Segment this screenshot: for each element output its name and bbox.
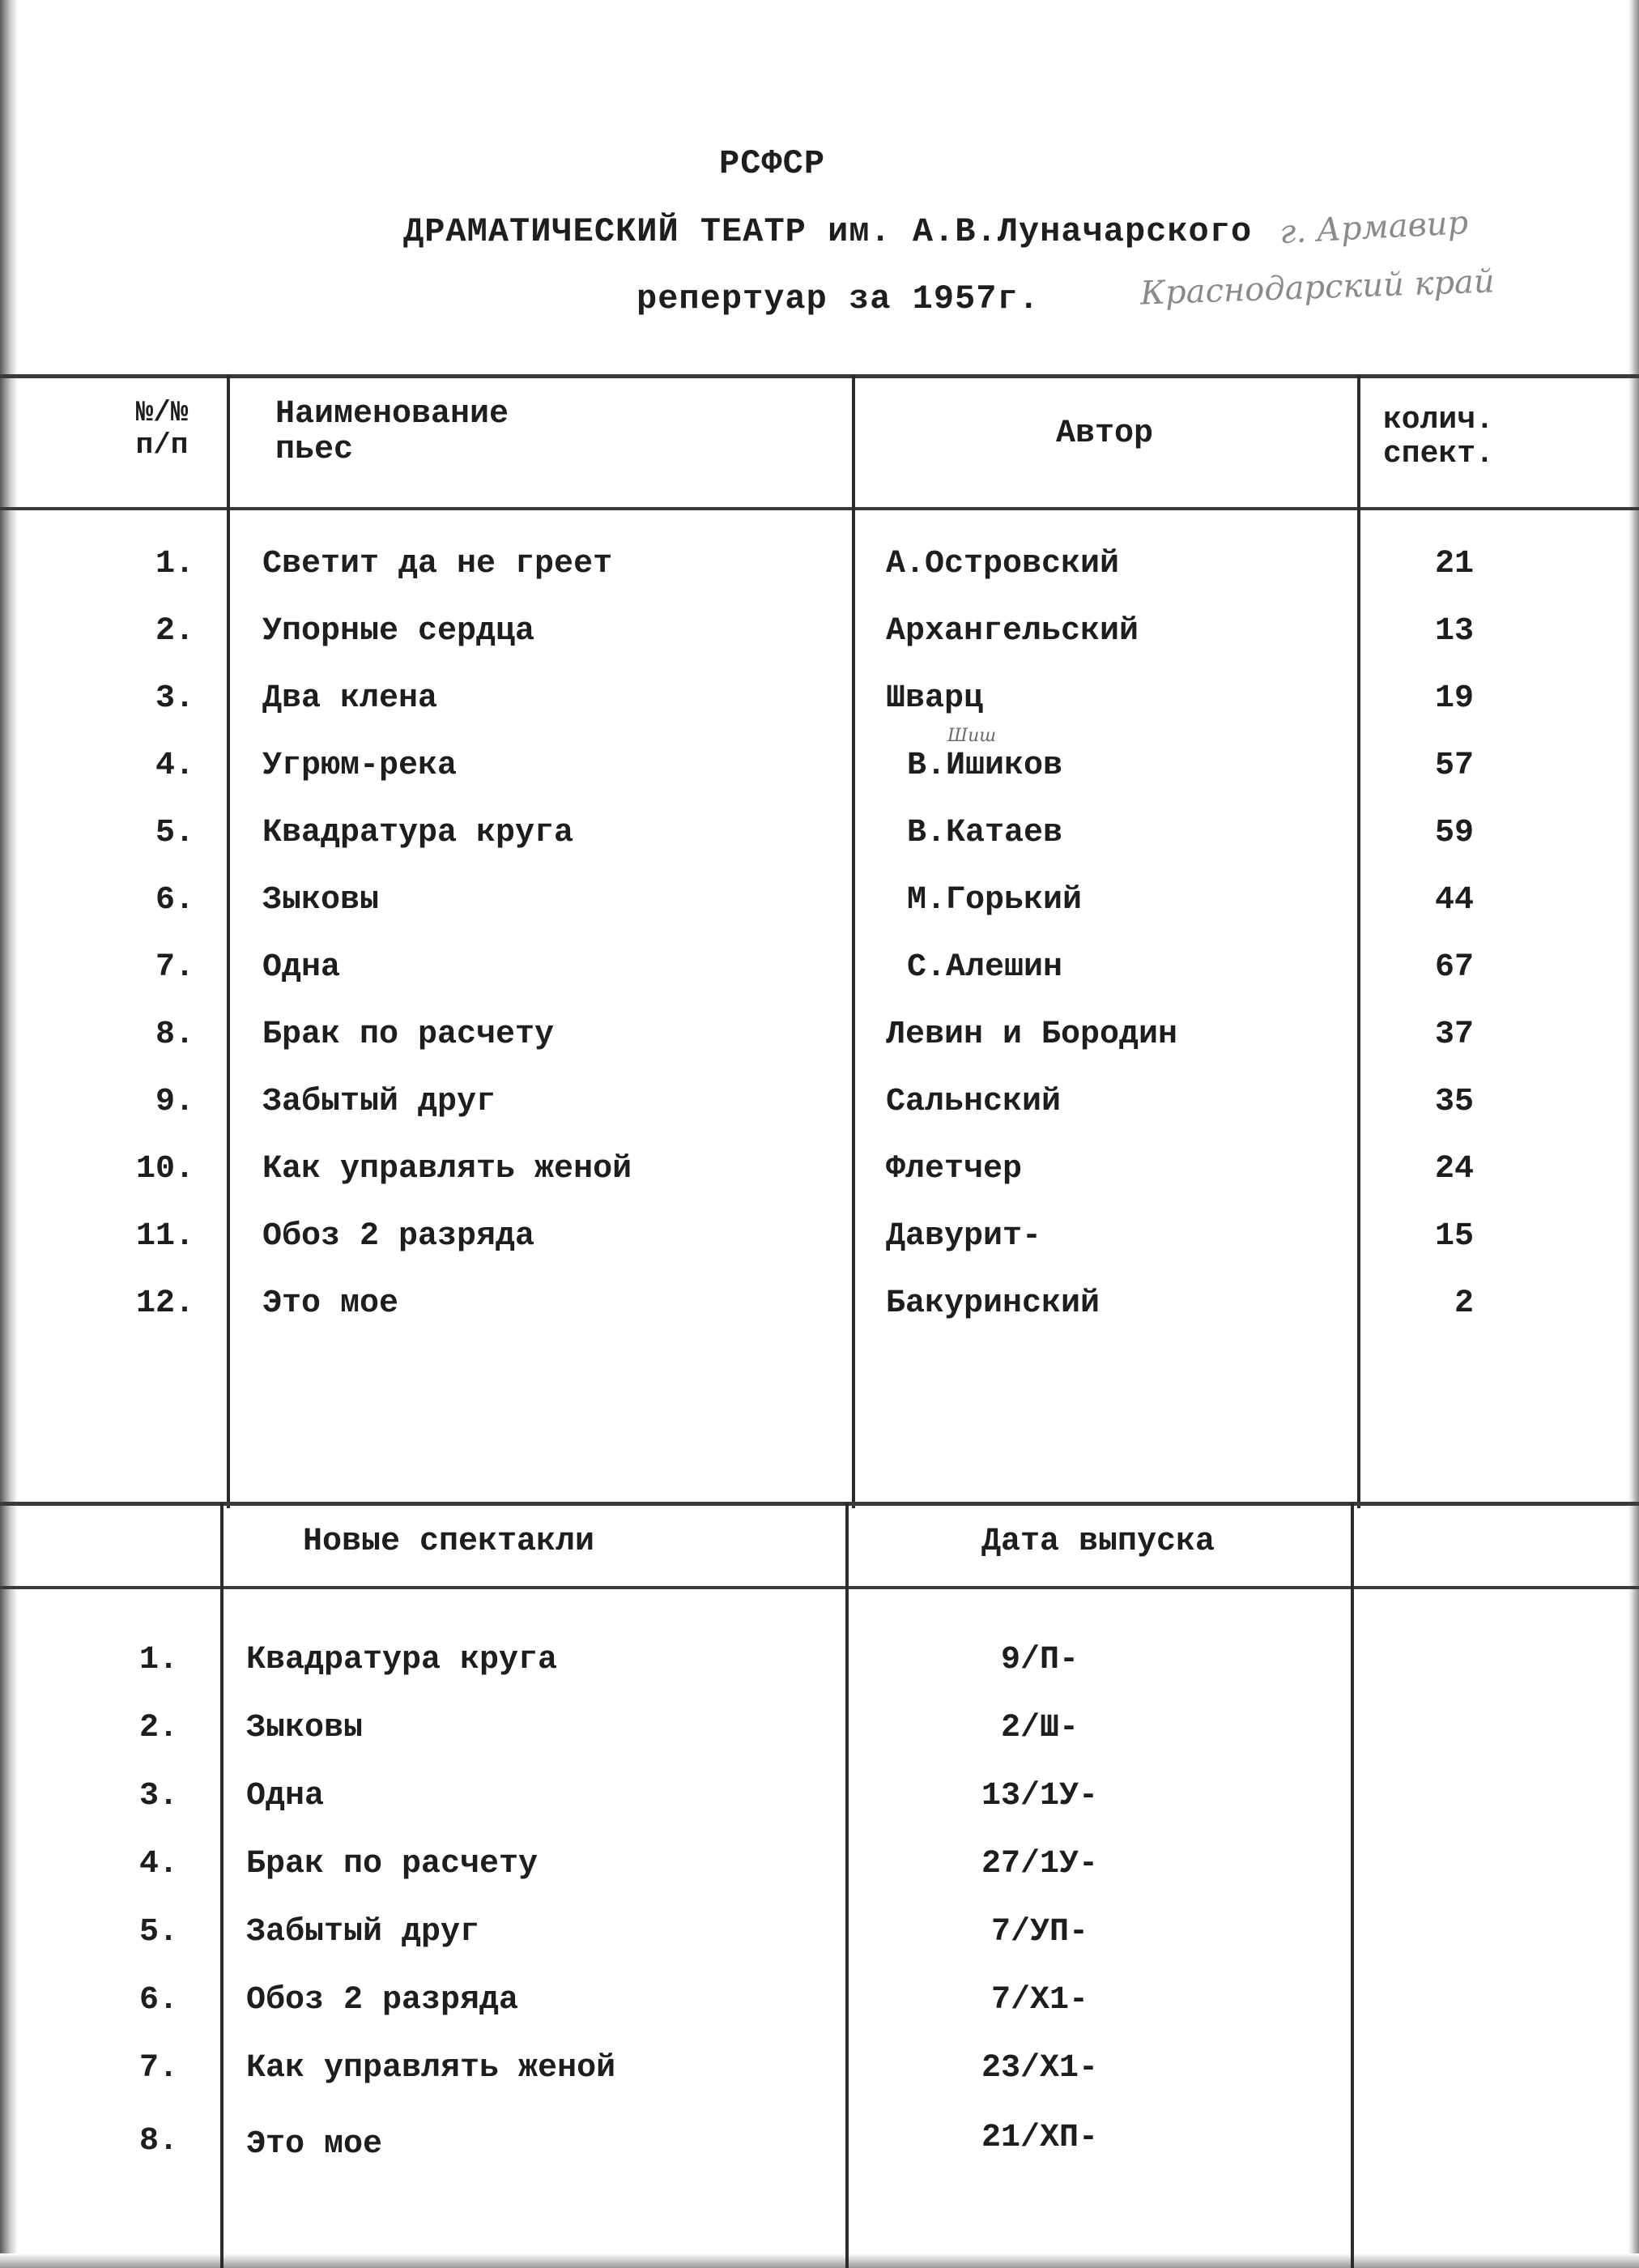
new-show-num: 7. bbox=[138, 2050, 178, 2087]
header-author: Автор bbox=[1055, 416, 1154, 452]
row-num: 7. bbox=[155, 949, 194, 986]
table-header-rule bbox=[0, 507, 1639, 510]
row-count: 37 bbox=[1434, 1017, 1474, 1053]
column-divider-author bbox=[1357, 374, 1360, 1508]
new-show-num: 3. bbox=[138, 1778, 178, 1814]
header-republic: РСФСР bbox=[719, 144, 826, 183]
row-title: Забытый друг bbox=[262, 1084, 496, 1120]
new-show-date: 7/УП- bbox=[990, 1914, 1089, 1950]
scan-left-edge bbox=[0, 0, 18, 2268]
row-author: Бакуринский bbox=[886, 1285, 1100, 1322]
row-author: С.Алешин bbox=[907, 949, 1063, 986]
row-count: 15 bbox=[1434, 1218, 1474, 1255]
new-show-date: 23/Х1- bbox=[981, 2050, 1099, 2087]
new-show-title: Брак по расчету bbox=[246, 1846, 539, 1882]
new-show-num: 4. bbox=[138, 1846, 178, 1882]
new-show-title: Это мое bbox=[246, 2126, 383, 2163]
new-show-title: Как управлять женой bbox=[246, 2050, 616, 2087]
row-count: 24 bbox=[1434, 1151, 1474, 1187]
row-title: Это мое bbox=[262, 1285, 399, 1322]
handwritten-correction: Шиш bbox=[947, 726, 997, 746]
row-title: Как управлять женой bbox=[262, 1151, 632, 1187]
row-title: Упорные сердца bbox=[262, 613, 535, 650]
row-num: 11. bbox=[135, 1218, 194, 1255]
row-title: Брак по расчету bbox=[262, 1017, 555, 1053]
new-show-date: 2/Ш- bbox=[1000, 1710, 1079, 1746]
new-show-num: 1. bbox=[138, 1642, 178, 1678]
new-show-title: Забытый друг bbox=[246, 1914, 480, 1950]
row-title: Светит да не греет bbox=[262, 546, 613, 582]
row-count: 67 bbox=[1434, 949, 1474, 986]
row-count: 2 bbox=[1454, 1285, 1474, 1322]
column-divider-title bbox=[852, 374, 855, 1508]
row-count: 59 bbox=[1434, 815, 1474, 851]
row-author: Давурит- bbox=[886, 1218, 1042, 1255]
row-num: 4. bbox=[155, 748, 194, 784]
new-show-num: 6. bbox=[138, 1982, 178, 2019]
new-show-date: 27/1У- bbox=[981, 1846, 1099, 1882]
row-num: 10. bbox=[135, 1151, 194, 1187]
new-shows-divider-title bbox=[845, 1502, 849, 2268]
new-show-title: Квадратура круга bbox=[246, 1642, 558, 1678]
header-count: колич. спект. bbox=[1383, 403, 1494, 471]
row-author: Архангельский bbox=[886, 613, 1139, 650]
new-show-date: 21/ХП- bbox=[981, 2120, 1099, 2156]
new-show-date: 7/Х1- bbox=[990, 1982, 1089, 2019]
row-count: 21 bbox=[1434, 546, 1474, 582]
new-show-num: 2. bbox=[138, 1710, 178, 1746]
row-count: 57 bbox=[1434, 748, 1474, 784]
row-author: Флетчер bbox=[886, 1151, 1023, 1187]
new-shows-header-date: Дата выпуска bbox=[981, 1524, 1215, 1560]
new-show-num: 8. bbox=[138, 2123, 178, 2159]
row-num: 5. bbox=[155, 815, 194, 851]
new-shows-divider-num bbox=[220, 1502, 224, 2268]
row-author: В.Катаев bbox=[907, 815, 1063, 851]
row-num: 3. bbox=[155, 680, 194, 717]
row-title: Квадратура круга bbox=[262, 815, 574, 851]
column-divider-num bbox=[227, 374, 230, 1508]
scan-right-edge bbox=[1628, 0, 1639, 2268]
row-count: 35 bbox=[1434, 1084, 1474, 1120]
row-title: Два клена bbox=[262, 680, 438, 717]
new-show-date: 13/1У- bbox=[981, 1778, 1099, 1814]
row-author: М.Горький bbox=[907, 882, 1083, 919]
header-repertoire: репертуар за 1957г. bbox=[636, 279, 1040, 318]
row-num: 12. bbox=[135, 1285, 194, 1322]
row-num: 1. bbox=[155, 546, 194, 582]
header-theatre: ДРАМАТИЧЕСКИЙ ТЕАТР им. А.В.Луначарского bbox=[403, 212, 1253, 251]
header-num: №/№ п/п bbox=[135, 396, 189, 462]
row-title: Обоз 2 разряда bbox=[262, 1218, 535, 1255]
row-author: Сальнский bbox=[886, 1084, 1062, 1120]
new-show-title: Обоз 2 разряда bbox=[246, 1982, 519, 2019]
row-title: Угрюм-река bbox=[262, 748, 458, 784]
row-num: 9. bbox=[155, 1084, 194, 1120]
new-shows-header-rule bbox=[0, 1586, 1639, 1589]
row-author: Шварц bbox=[886, 680, 984, 717]
new-shows-divider-date bbox=[1351, 1502, 1354, 2268]
new-show-num: 5. bbox=[138, 1914, 178, 1950]
table-top-rule bbox=[0, 374, 1639, 378]
row-author: Левин и Бородин bbox=[886, 1017, 1178, 1053]
new-shows-header-title: Новые спектакли bbox=[303, 1524, 595, 1560]
row-num: 8. bbox=[155, 1017, 194, 1053]
row-author: В.Ишиков bbox=[907, 748, 1063, 784]
row-num: 6. bbox=[155, 882, 194, 919]
new-shows-top-rule bbox=[0, 1502, 1639, 1506]
new-show-title: Зыковы bbox=[246, 1710, 364, 1746]
new-show-title: Одна bbox=[246, 1778, 325, 1814]
row-count: 13 bbox=[1434, 613, 1474, 650]
scan-bottom-edge bbox=[0, 2253, 1639, 2268]
handwritten-region: Краснодарский край bbox=[1139, 262, 1496, 313]
row-num: 2. bbox=[155, 613, 194, 650]
row-title: Одна bbox=[262, 949, 341, 986]
row-title: Зыковы bbox=[262, 882, 380, 919]
row-author: А.Островский bbox=[886, 546, 1120, 582]
header-title: Наименование пьес bbox=[275, 396, 509, 468]
handwritten-city: г. Армавир bbox=[1278, 203, 1470, 252]
new-show-date: 9/П- bbox=[1000, 1642, 1079, 1678]
row-count: 19 bbox=[1434, 680, 1474, 717]
row-count: 44 bbox=[1434, 882, 1474, 919]
